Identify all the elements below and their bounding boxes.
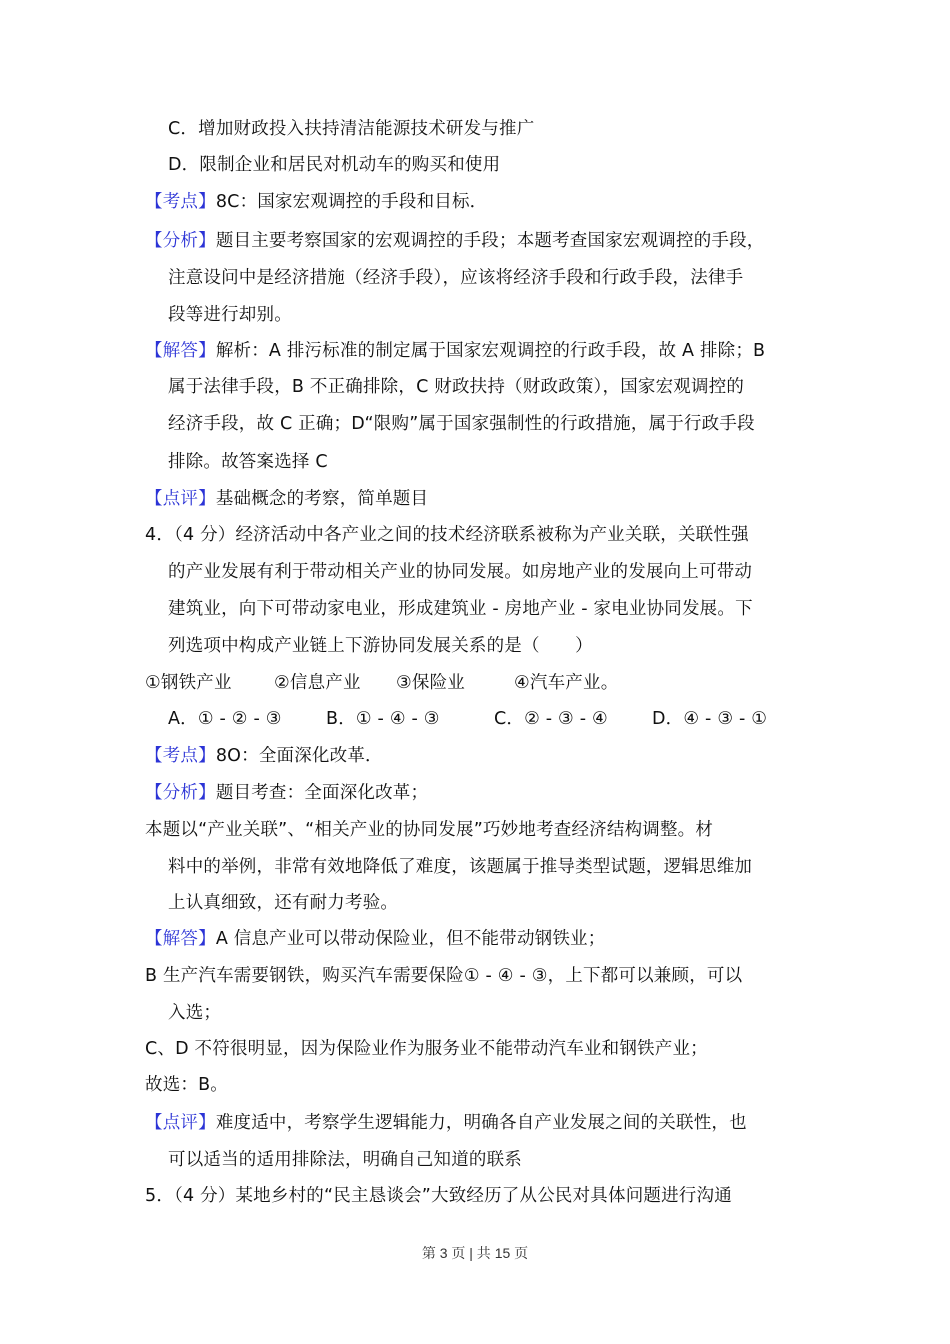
q4-stem-line-2: 的产业发展有利于带动相关产业的协同发展。如房地产业的发展向上可带动 <box>168 562 753 582</box>
kaodian-text: 8O：全面深化改革． <box>215 746 383 766</box>
fenxi-line: 题目主要考察国家的宏观调控的手段；本题考查国家宏观调控的手段， <box>215 231 765 251</box>
option-text: 增加财政投入扶持清洁能源技术研发与推广 <box>198 119 535 139</box>
q4-kaodian <box>145 744 383 768</box>
item-2: ②信息产业 <box>274 673 361 693</box>
q4-answer-line-1: B 生产汽车需要钢铁，购买汽车需要保险① - ④ - ③，上下都可以兼顾，可以 <box>145 966 743 986</box>
q4-dianping <box>145 1111 747 1135</box>
option-letter: C． <box>168 119 199 139</box>
q3-fenxi <box>145 229 765 253</box>
kaodian-tag: 【考点】 <box>145 746 216 766</box>
page-footer: 第 3 页 | 共 15 页 <box>421 1245 529 1261</box>
item-4: ④汽车产业。 <box>514 673 619 693</box>
choice-b: B．① - ④ - ③ <box>326 709 440 729</box>
q3-jieda <box>145 339 765 363</box>
q4-choices <box>168 707 767 731</box>
q5-stem-line-1: 5．（4 分）某地乡村的“民主恳谈会”大致经历了从公民对具体问题进行沟通 <box>145 1186 732 1206</box>
q4-jieda <box>145 927 605 951</box>
choice-a: A．① - ② - ③ <box>168 709 282 729</box>
q3-fenxi-line-3: 段等进行却别。 <box>168 305 292 325</box>
q3-kaodian <box>145 190 487 214</box>
option-text: 限制企业和居民对机动车的购买和使用 <box>199 155 501 175</box>
fenxi-tag: 【分析】 <box>145 783 216 803</box>
q3-jieda-line-2: 属于法律手段，B 不正确排除，C 财政扶持（财政政策），国家宏观调控的 <box>168 377 745 397</box>
q4-analysis-line-1: 本题以“产业关联”、“相关产业的协同发展”巧妙地考查经济结构调整。材 <box>145 820 714 840</box>
item-1: ①钢铁产业 <box>145 673 232 693</box>
q4-answer-line-2: 入选； <box>168 1003 222 1023</box>
q4-answer-line-3: C、D 不符很明显，因为保险业作为服务业不能带动汽车业和钢铁产业； <box>145 1039 708 1059</box>
q3-jieda-line-3: 经济手段，故 C 正确；D“限购”属于国家强制性的行政措施，属于行政手段 <box>168 414 755 434</box>
option-letter: D． <box>168 155 200 175</box>
q4-answer-line-4: 故选：B。 <box>145 1075 229 1095</box>
kaodian-tag: 【考点】 <box>145 192 216 212</box>
q3-option-c <box>168 117 534 141</box>
dianping-tag: 【点评】 <box>145 489 216 509</box>
q4-stem-line-1: 4．（4 分）经济活动中各产业之间的技术经济联系被称为产业关联，关联性强 <box>145 525 749 545</box>
fenxi-text: 题目考查：全面深化改革； <box>215 783 429 803</box>
choice-c: C．② - ③ - ④ <box>494 709 608 729</box>
q4-analysis-line-3: 上认真细致，还有耐力考验。 <box>168 893 399 913</box>
dianping-text: 基础概念的考察，简单题目 <box>215 489 429 509</box>
q4-dianping-line-2: 可以适当的适用排除法，明确自己知道的联系 <box>168 1150 522 1170</box>
choice-d: D．④ - ③ - ① <box>652 709 768 729</box>
jieda-text: A 信息产业可以带动保险业，但不能带动钢铁业； <box>215 929 606 949</box>
item-3: ③保险业 <box>396 673 465 693</box>
q3-fenxi-line-2: 注意设问中是经济措施（经济手段），应该将经济手段和行政手段，法律手 <box>168 268 744 288</box>
q4-fenxi <box>145 781 428 805</box>
dianping-tag: 【点评】 <box>145 1113 216 1133</box>
q3-jieda-line-4: 排除。故答案选择 C <box>168 452 328 472</box>
q4-analysis-line-2: 料中的举例，非常有效地降低了难度，该题属于推导类型试题，逻辑思维加 <box>168 857 753 877</box>
q3-option-d <box>168 153 500 177</box>
q4-stem-line-3: 建筑业，向下可带动家电业，形成建筑业 - 房地产业 - 家电业协同发展。下 <box>168 599 753 619</box>
fenxi-tag: 【分析】 <box>145 231 216 251</box>
jieda-tag: 【解答】 <box>145 341 216 361</box>
jieda-tag: 【解答】 <box>145 929 216 949</box>
q4-stem-line-4: 列选项中构成产业链上下游协同发展关系的是（ ） <box>168 636 593 656</box>
dianping-text: 难度适中，考察学生逻辑能力，明确各自产业发展之间的关联性，也 <box>215 1113 747 1133</box>
kaodian-text: 8C：国家宏观调控的手段和目标． <box>215 192 488 212</box>
q3-dianping <box>145 487 428 511</box>
q4-items <box>145 671 618 695</box>
jieda-line: 解析：A 排污标准的制定属于国家宏观调控的行政手段，故 A 排除；B <box>215 341 766 361</box>
